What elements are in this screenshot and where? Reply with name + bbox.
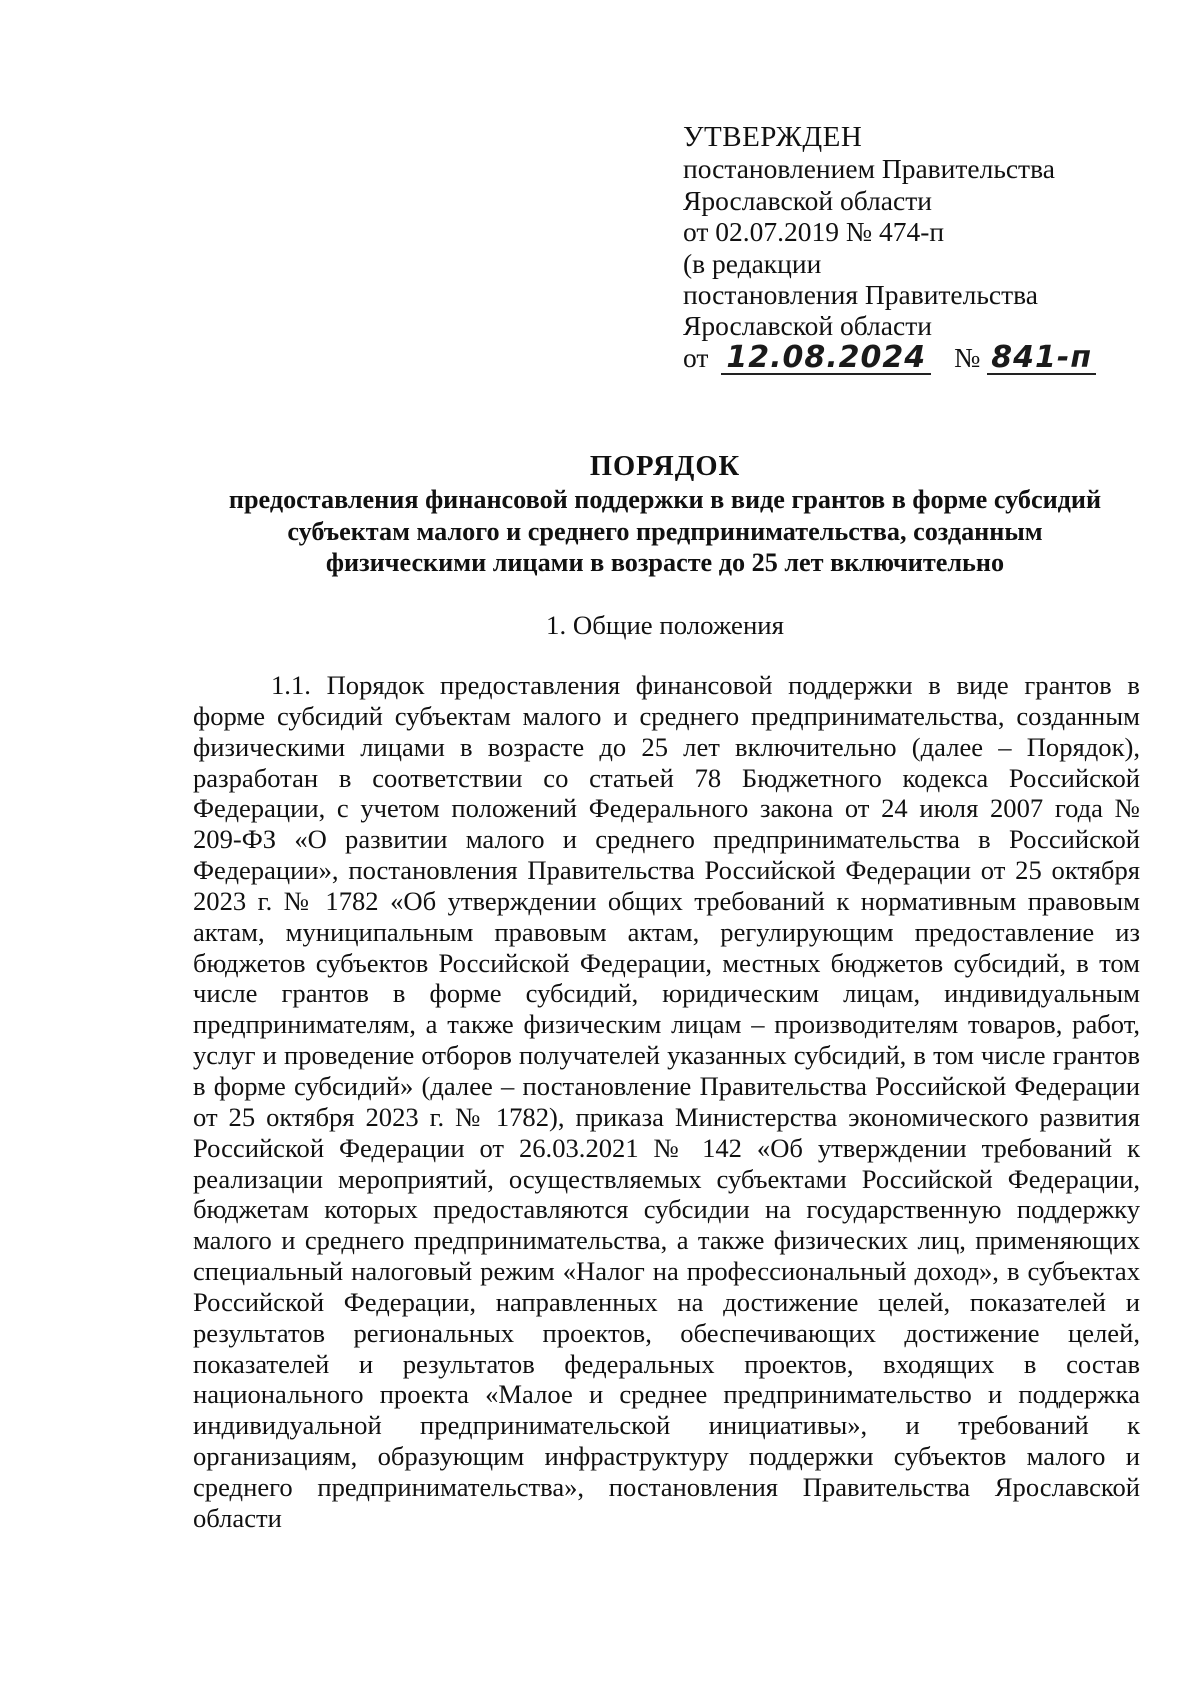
amendment-date-line: [683, 339, 1143, 376]
document-subtitle-line-3: физическими лицами в возрасте до 25 лет включительно: [325, 548, 1005, 577]
document-subtitle-line-1: предоставления финансовой поддержки в виде грантов в форме субсидий: [228, 485, 1102, 514]
approval-line-6: Ярославской области: [683, 310, 932, 342]
paragraph-1-1: 1.1. Порядок предоставления финансовой поддержки в виде грантов в форме субсидий субъектам малого и среднего предпринимательства, созданным физическими лицами в возрасте до 25 лет включительно (далее – Порядок), разработан в соответствии со статьей 78 Бюджетного кодекса Российской Федерации, с учетом положений Федерального закона от 24 июля 2007 года № 209-ФЗ «О развитии малого и среднего предпринимательства в Российской Федерации», постановления Правительства Российской Федерации от 25 октября 2023 г. № 1782 «Об утверждении общих требований к нормативным правовым актам, муниципальным правовым актам, регулирующим предоставление из бюджетов субъектов Российской Федерации, местных бюджетов субсидий, в том числе грантов в форме субсидий, юридическим лицам, индивидуальным предпринимателям, а также физическим лицам – производителям товаров, работ, услуг и проведение отборов получателей указанных субсидий, в том числе грантов в форме субсидий» (далее – постановление Правительства Российской Федерации от 25 октября 2023 г. № 1782), приказа Министерства экономического развития Российской Федерации от 26.03.2021 № 142 «Об утверждении требований к реализации мероприятий, осуществляемых субъектами Российской Федерации, бюджетам которых предоставляются субсидии на государственную поддержку малого и среднего предпринимательства, а также физических лиц, применяющих специальный налоговый режим «Налог на профессиональный доход», в субъектах Российской Федерации, направленных на достижение целей, показателей и результатов региональных проектов, обеспечивающих достижение целей, показателей и результатов федеральных проектов, входящих в состав национального проекта «Малое и среднее предпринимательство и поддержка индивидуальной предпринимательской инициативы», и требований к организациям, образующим инфраструктуру поддержки субъектов малого и среднего предпринимательства», постановления Правительства Ярославской области: [193, 670, 1140, 1533]
document-title-block: [190, 450, 1140, 579]
handwritten-date: 12.08.2024: [721, 343, 931, 375]
document-title: ПОРЯДОК: [589, 451, 741, 482]
handwritten-number: 841-п: [987, 343, 1096, 375]
approval-line-5: постановления Правительства: [683, 279, 1038, 311]
approval-line-3: от 02.07.2019 № 474-п: [683, 216, 945, 248]
approval-line-2: Ярославской области: [683, 184, 932, 216]
section-heading: 1. Общие положения: [546, 610, 784, 640]
approval-line-1: постановлением Правительства: [683, 153, 1055, 185]
approved-heading: УТВЕРЖДЕН: [683, 121, 863, 153]
approval-line-4: (в редакции: [683, 247, 822, 279]
number-sign: №: [954, 341, 981, 373]
approval-stamp-block: [683, 122, 1143, 376]
document-subtitle-line-2: субъектам малого и среднего предпринимательства, созданным: [287, 516, 1043, 546]
from-label: от: [683, 341, 709, 373]
